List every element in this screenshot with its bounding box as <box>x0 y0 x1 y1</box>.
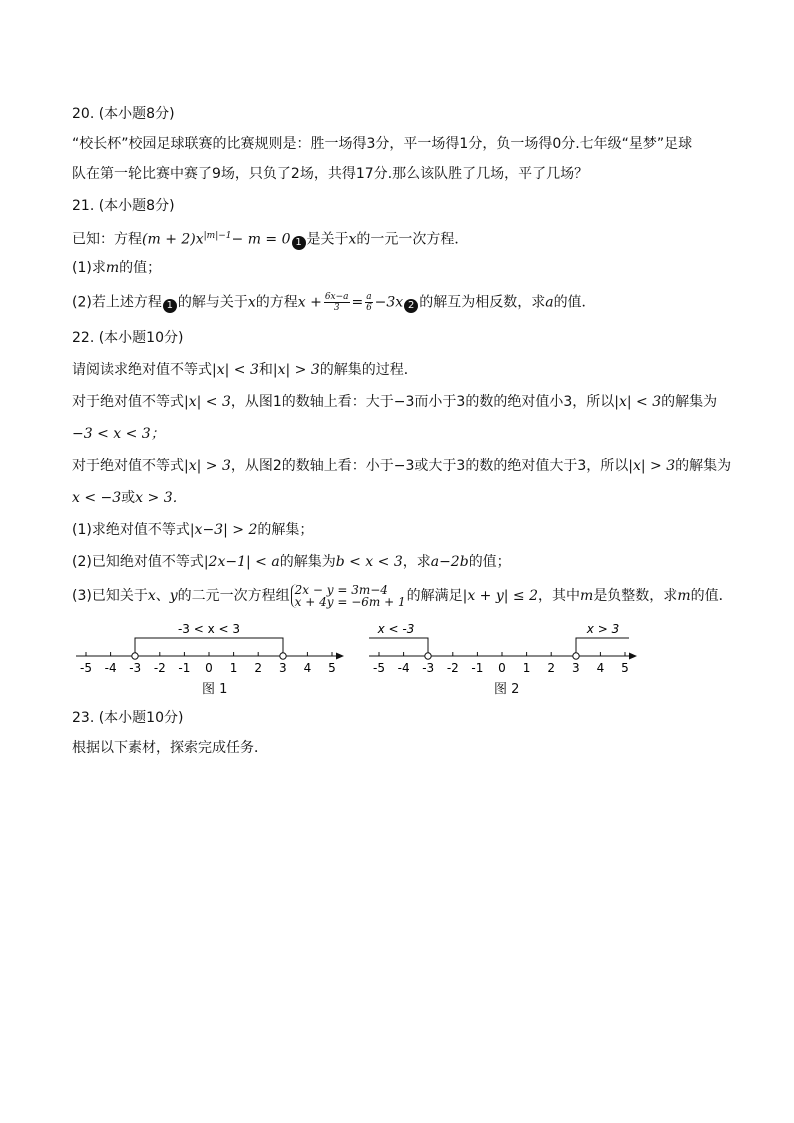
tick-label: -4 <box>104 661 117 675</box>
fraction-2-denominator: 6 <box>366 303 372 313</box>
q22-p3-mid: 的二元一次方程组 <box>177 588 290 604</box>
q22-line2-pre: 对于绝对值不等式 <box>72 394 184 410</box>
circled-number-2: 2 <box>404 299 418 313</box>
q23-heading: 23. (本小题10分) <box>72 710 184 726</box>
q21-p2-mid1: 的解与关于 <box>177 294 248 311</box>
tick-label: 2 <box>547 661 556 675</box>
q21-p2-mid2: 的方程 <box>255 294 298 311</box>
tick-label: 3 <box>571 661 580 675</box>
q22-p3-m2: m <box>677 588 691 604</box>
q22-p3-m: m <box>580 588 594 604</box>
q21-p2-pre: (2)若上述方程 <box>72 294 162 311</box>
q21-eq2-c: −3x <box>374 294 404 311</box>
q21-fraction-2 <box>365 292 372 313</box>
q20-text-line2: 队在第一轮比赛中赛了9场，只负了2场，共得17分.那么该队胜了几场，平了几场？ <box>72 166 589 182</box>
tick-label: -3 <box>129 661 142 675</box>
solution-bracket <box>135 638 283 652</box>
q22-and: 和 <box>258 362 273 378</box>
tick-label: -2 <box>153 661 166 675</box>
q22-p2-mid2: ，求 <box>402 554 431 570</box>
q22-p2-expr: a−2b <box>430 554 469 570</box>
q22-p3-mid3: ，其中 <box>538 588 581 604</box>
q22-p3-sep: 、 <box>155 588 170 604</box>
open-circle-right <box>280 653 286 659</box>
q22-line2 <box>72 392 717 412</box>
q21-intro-pre: 已知：方程 <box>72 231 142 248</box>
q22-line4-post: ，从图2的数轴上看：小于−3或大于3的数的绝对值大于3，所以 <box>230 458 629 474</box>
q22-line1 <box>72 360 418 380</box>
open-circle-right <box>573 653 579 659</box>
q22-line5-or: 或 <box>121 490 136 506</box>
q22-line4-pre: 对于绝对值不等式 <box>72 458 184 474</box>
tick-label: 1 <box>522 661 531 675</box>
q21-fraction-1 <box>324 292 350 313</box>
q22-line4-ineq2: |x| > 3 <box>628 458 676 474</box>
axis-arrow <box>336 653 344 660</box>
fraction-1-denominator: 3 <box>333 303 340 313</box>
q22-line5-a: x < −3 <box>72 490 122 506</box>
q22-line5 <box>72 488 187 508</box>
q22-line1-post: 的解集的过程． <box>319 362 418 378</box>
q21-part2 <box>72 292 596 313</box>
fraction-1-numerator: 6x−a <box>324 292 349 302</box>
tick-label: 5 <box>621 661 629 675</box>
q22-p3-x: x <box>147 588 156 604</box>
tick-label: -3 <box>422 661 435 675</box>
q23-text: 根据以下素材，探索完成任务． <box>72 740 268 756</box>
fig2-caption: 图 2 <box>494 682 520 697</box>
system-equation-2: x + 4y = −6m + 1 <box>294 595 406 609</box>
tick-label: 0 <box>498 661 506 675</box>
q22-line2-ineq2: |x| < 3 <box>614 394 662 410</box>
q22-part1 <box>72 520 313 540</box>
q22-p3-mid2: 的解满足 <box>406 588 463 604</box>
circled-number-1-ref: 1 <box>163 299 177 313</box>
q22-part2 <box>72 552 511 572</box>
q22-p2-ineq: |2x−1| < a <box>203 554 280 570</box>
q22-part3 <box>72 584 733 608</box>
q22-ineq-b: |x| > 3 <box>272 362 320 378</box>
q22-p3-y: y <box>169 588 178 604</box>
tick-label: 2 <box>254 661 263 675</box>
q21-p1-post: 的值； <box>119 260 162 276</box>
q22-line3: −3 < x < 3； <box>72 426 165 442</box>
fig1-caption: 图 1 <box>202 682 228 697</box>
q21-eq1-post: − m = 0 <box>231 231 291 248</box>
tick-label: -4 <box>397 661 410 675</box>
tick-group <box>80 652 336 675</box>
q21-p1-pre: (1)求 <box>72 260 106 276</box>
axis-arrow <box>629 653 637 660</box>
tick-label: 4 <box>596 661 605 675</box>
q22-p3-pre: (3)已知关于 <box>72 588 148 604</box>
q21-intro <box>72 226 468 250</box>
left-ray-bracket <box>369 638 428 652</box>
q22-p3-mid4: 是负整数，求 <box>593 588 678 604</box>
q22-heading: 22. (本小题10分) <box>72 330 184 346</box>
q22-line4-end: 的解集为 <box>675 458 732 474</box>
fig2-left-label: x < -3 <box>377 622 415 636</box>
equation-system <box>291 584 406 608</box>
tick-label: 0 <box>205 661 213 675</box>
q22-p1-post: 的解集； <box>257 522 314 538</box>
q22-line2-ineq: |x| < 3 <box>184 394 231 410</box>
q21-eq1-exponent: |m|−1 <box>203 231 232 241</box>
q21-p1-var: m <box>105 260 120 276</box>
q22-p3-end: 的值． <box>690 588 733 604</box>
q22-line5-b: x > 3． <box>135 490 187 506</box>
q20-heading: 20. (本小题8分) <box>72 106 175 122</box>
tick-label: -1 <box>178 661 191 675</box>
q22-p1-pre: (1)求绝对值不等式 <box>72 522 190 538</box>
q22-line4-ineq: |x| > 3 <box>184 458 231 474</box>
open-circle-left <box>132 653 138 659</box>
q22-p2-pre: (2)已知绝对值不等式 <box>72 554 204 570</box>
q21-intro-post: 是关于 <box>306 231 349 248</box>
q21-p2-end: 的值． <box>553 294 596 311</box>
q22-p2-sol: b < x < 3 <box>335 554 403 570</box>
tick-label: 4 <box>303 661 312 675</box>
q21-p2-var: x <box>247 294 256 311</box>
tick-label: -1 <box>471 661 484 675</box>
q22-line2-post: ，从图1的数轴上看：大于−3而小于3的数的绝对值小3，所以 <box>230 394 615 410</box>
q22-p3-cond: |x + y| ≤ 2 <box>462 588 539 604</box>
q22-ineq-a: |x| < 3 <box>212 362 259 378</box>
circled-number-1: 1 <box>292 236 306 250</box>
open-circle-left <box>425 653 431 659</box>
tick-label: 5 <box>328 661 336 675</box>
tick-label: 1 <box>229 661 238 675</box>
right-ray-bracket <box>576 638 629 652</box>
number-line-figure-1 <box>70 618 350 678</box>
q22-line1-pre: 请阅读求绝对值不等式 <box>72 362 212 378</box>
q22-line2-end: 的解集为 <box>661 394 718 410</box>
q22-p1-ineq: |x−3| > 2 <box>189 522 258 538</box>
tick-label: 3 <box>278 661 287 675</box>
fig1-label: -3 < x < 3 <box>177 622 241 636</box>
tick-group <box>373 652 629 675</box>
fig2-right-label: x > 3 <box>586 622 620 636</box>
q22-line4 <box>72 456 731 476</box>
number-line-figure-2 <box>363 618 643 678</box>
q21-eq2-b: = <box>351 294 364 311</box>
q21-heading: 21. (本小题8分) <box>72 198 175 214</box>
system-equation-1: 2x − y = 3m−4 <box>294 583 388 597</box>
q21-p2-var2: a <box>545 294 554 311</box>
fraction-2-numerator: a <box>366 292 372 302</box>
q21-part1 <box>72 258 161 278</box>
tick-label: -5 <box>80 661 92 675</box>
q22-p2-end: 的值； <box>468 554 511 570</box>
q21-intro-end: 的一元一次方程． <box>356 231 469 248</box>
q20-text-line1: “校长杯”校园足球联赛的比赛规则是：胜一场得3分，平一场得1分，负一场得0分.七年级“星梦”足球 <box>72 136 693 152</box>
q21-p2-mid3: 的解互为相反数，求 <box>419 294 546 311</box>
tick-label: -2 <box>446 661 459 675</box>
tick-label: -5 <box>373 661 385 675</box>
q21-eq1: (m + 2)x <box>142 231 204 248</box>
q21-intro-var: x <box>348 231 357 248</box>
q22-p2-mid: 的解集为 <box>279 554 336 570</box>
q21-eq2-a: x + <box>297 294 322 311</box>
